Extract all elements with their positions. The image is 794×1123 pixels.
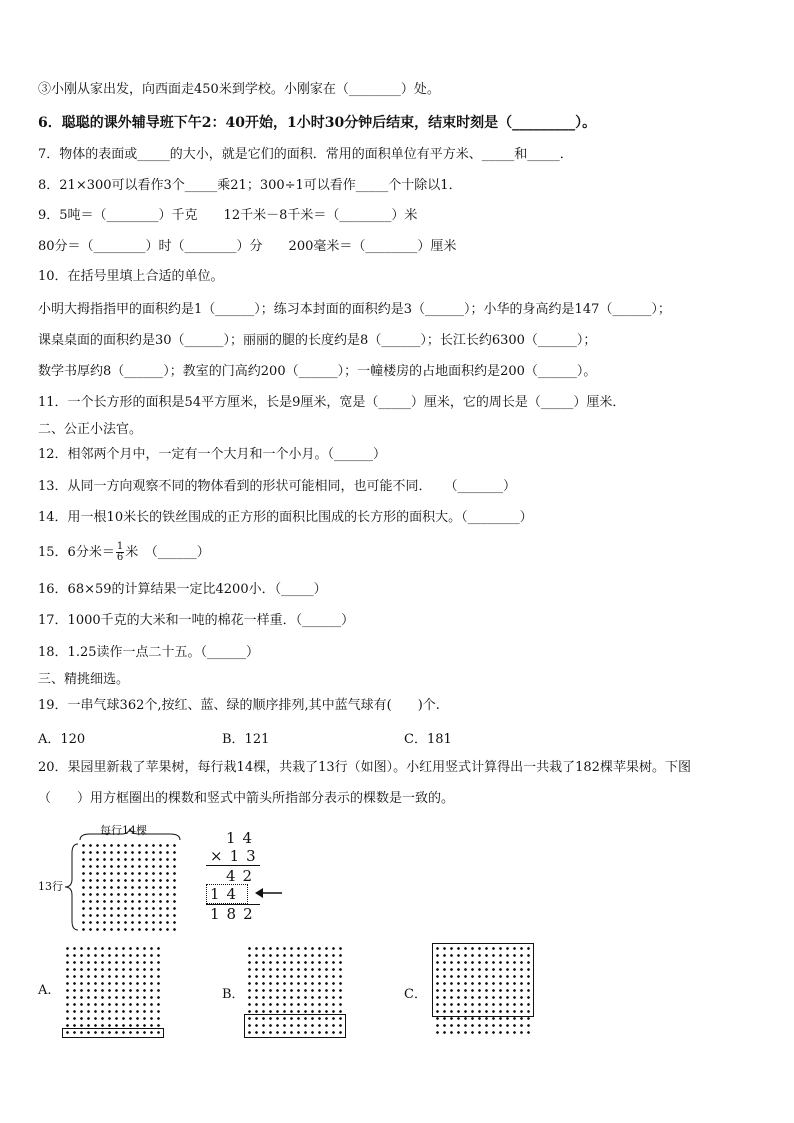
q9-line1: 9．5吨＝（________）千克 12千米－8千米＝（________）米 bbox=[38, 208, 418, 223]
q20-line1: 20．果园里新栽了苹果树，每行栽14棵，共栽了13行（如图）。小红用竖式计算得出一共栽了182棵苹果树。下图 bbox=[38, 760, 691, 775]
q19-option-c: C．181 bbox=[404, 732, 452, 747]
calc-multiplicand: 14 bbox=[226, 829, 260, 847]
option-a-frame bbox=[62, 1028, 164, 1038]
fraction-numerator: 1 bbox=[116, 541, 124, 552]
q7: 7．物体的表面或_____的大小，就是它们的面积．常用的面积单位有平方米、_____和_____． bbox=[38, 147, 573, 162]
calc-rule-1 bbox=[206, 865, 260, 866]
q15 bbox=[38, 542, 210, 563]
section3-heading: 三、精挑细选。 bbox=[38, 672, 130, 687]
option-c-frame bbox=[432, 943, 534, 1017]
figure-top-label: 每行14棵 bbox=[100, 824, 147, 837]
calc-partial-1: 42 bbox=[226, 867, 260, 885]
q10-title: 10．在括号里填上合适的单位。 bbox=[38, 269, 224, 284]
q15-fraction bbox=[116, 542, 124, 563]
q10-line1: 小明大拇指指甲的面积约是1（______）；练习本封面的面积约是3（______）；小华的身高约是147（______）； bbox=[38, 302, 671, 317]
left-brace-icon bbox=[64, 843, 80, 931]
figure-side-label: 13行 bbox=[38, 880, 63, 893]
top-brace-icon bbox=[78, 828, 182, 842]
calc-product: 182 bbox=[210, 905, 260, 923]
option-b-frame bbox=[244, 1014, 346, 1038]
q20-option-b-label: B． bbox=[222, 987, 245, 1002]
q19: 19．一串气球362个,按红、蓝、绿的顺序排列,其中蓝气球有( )个. bbox=[38, 698, 440, 713]
q6: 6．聪聪的课外辅导班下午2：40开始，1小时30分钟后结束，结束时刻是（_________）。 bbox=[38, 115, 597, 131]
arrow-left-icon bbox=[254, 886, 284, 900]
q18: 18．1.25读作一点二十五。（______） bbox=[38, 645, 259, 660]
q9-line2: 80分＝（________）时（________）分 200毫米＝（________）厘米 bbox=[38, 239, 457, 254]
q15-suffix: 米 （______） bbox=[125, 545, 210, 560]
q16: 16．68×59的计算结果一定比4200小．（_____） bbox=[38, 582, 327, 597]
section2-heading: 二、公正小法官。 bbox=[38, 422, 143, 437]
calc-partial-2: 14 bbox=[210, 885, 244, 903]
q5-part3: ③小刚从家出发，向西面走450米到学校。小刚家在（________）处。 bbox=[38, 82, 440, 97]
q19-option-b: B．121 bbox=[222, 732, 270, 747]
q15-prefix: 15．6分米＝ bbox=[38, 545, 115, 560]
q20-line2: （ ）用方框圈出的棵数和竖式中箭头所指部分表示的棵数是一致的。 bbox=[38, 791, 455, 806]
q12: 12．相邻两个月中，一定有一个大月和一个小月。（______） bbox=[38, 447, 387, 462]
q11: 11．一个长方形的面积是54平方厘米，长是9厘米，宽是（_____）厘米，它的周长是（_____）厘米． bbox=[38, 395, 626, 410]
q20-option-c-label: C． bbox=[404, 987, 427, 1002]
q13: 13．从同一方向观察不同的物体看到的形状可能相同，也可能不同． （_______） bbox=[38, 479, 517, 494]
q17: 17．1000千克的大米和一吨的棉花一样重．（______） bbox=[38, 613, 355, 628]
q19-option-a: A．120 bbox=[38, 732, 86, 747]
fraction-denominator: 6 bbox=[116, 552, 124, 563]
calc-multiplier: ×13 bbox=[210, 847, 263, 865]
tree-dot-grid bbox=[80, 842, 178, 933]
q20-option-a-label: A. bbox=[38, 983, 52, 998]
q14: 14．用一根10米长的铁丝围成的正方形的面积比围成的长方形的面积大。（________） bbox=[38, 510, 533, 525]
option-a-dot-grid bbox=[64, 945, 162, 1036]
q10-line3: 数学书厚约8（______）；教室的门高约200（______）；一幢楼房的占地面积约是200（______）。 bbox=[38, 364, 597, 379]
q10-line2: 课桌桌面的面积约是30（______）；丽丽的腿的长度约是8（______）；长江长约6300（______）； bbox=[38, 333, 597, 348]
q8: 8．21×300可以看作3个_____乘21；300÷1可以看作_____个十除以1． bbox=[38, 178, 462, 193]
